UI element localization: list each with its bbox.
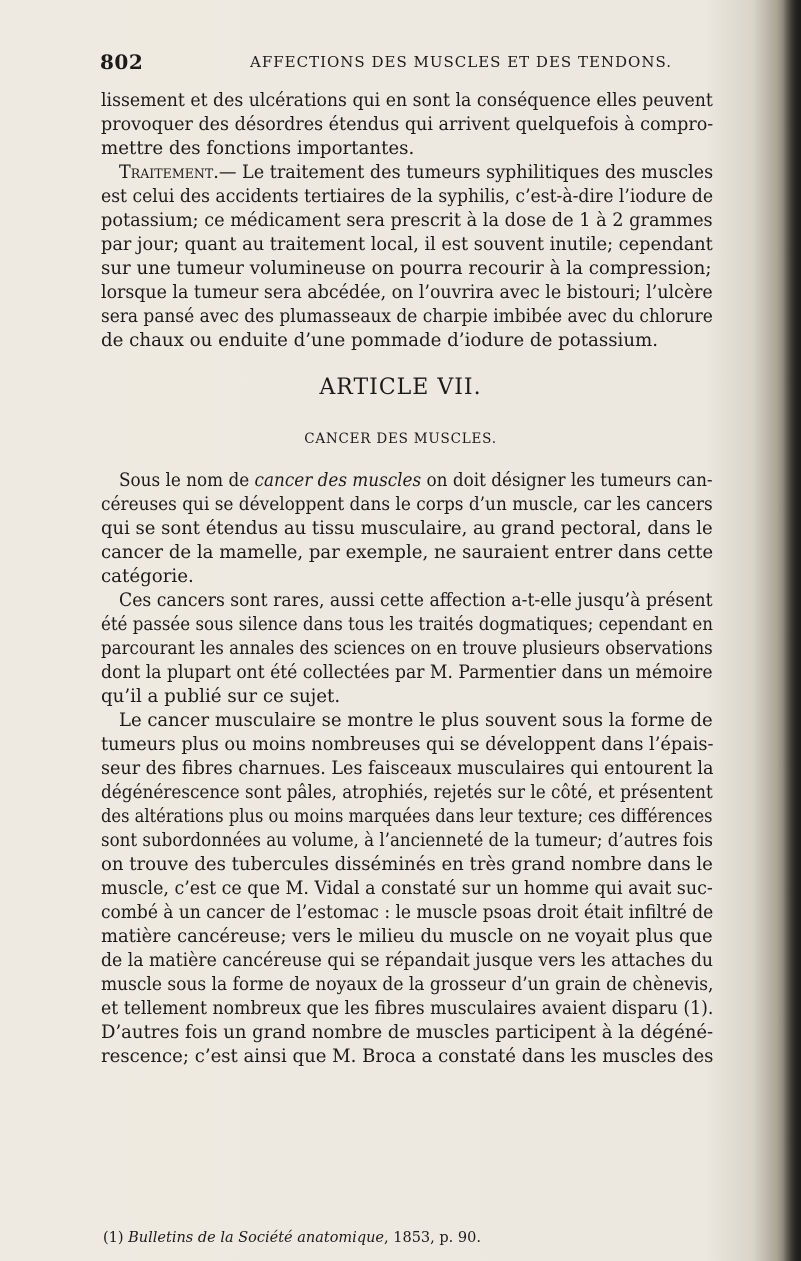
text-line: sera pansé avec des plumasseaux de charpie imbibée avec du chlorure <box>101 306 713 327</box>
text-line: combé à un cancer de l’estomac : le muscle psoas droit était infiltré de <box>101 902 714 923</box>
text-line: qui se sont étendus au tissu musculaire, au grand pectoral, dans le <box>101 518 713 539</box>
text-line: été passée sous silence dans tous les traités dogmatiques; cependant en <box>101 614 713 635</box>
text-line: de la matière cancéreuse qui se répandait jusque vers les attaches du <box>101 950 714 971</box>
text-line: parcourant les annales des sciences on en trouve plusieurs observations <box>101 638 713 659</box>
text-line: matière cancéreuse; vers le milieu du muscle on ne voyait plus que <box>101 926 713 947</box>
footnote-title: Bulletins de la Société anatomique <box>128 1230 385 1246</box>
footnote-marker: (1) <box>103 1230 129 1246</box>
text-fragment: — Le traitement des tumeurs syphilitiques des muscles <box>218 162 714 183</box>
text-line: mettre des fonctions importantes. <box>101 138 415 159</box>
italic-term: cancer des muscles <box>254 470 422 491</box>
text-line: on trouve des tubercules disséminés en très grand nombre dans le <box>101 854 713 875</box>
page-number: 802 <box>100 50 144 74</box>
text-line: sont subordonnées au volume, à l’ancienneté de la tumeur; d’autres fois <box>101 830 713 851</box>
text-line: cancer de la mamelle, par exemple, ne sauraient entrer dans cette <box>101 542 714 563</box>
text-line: dégénérescence sont pâles, atrophiés, rejetés sur le côté, et présentent <box>101 782 713 803</box>
text-line: seur des fibres charnues. Les faisceaux musculaires qui entourent la <box>101 758 714 779</box>
text-line: muscle sous la forme de noyaux de la grosseur d’un grain de chènevis, <box>101 974 714 995</box>
text-line: tumeurs plus ou moins nombreuses qui se développent dans l’épais- <box>101 734 714 755</box>
traitement-first-line <box>119 161 713 185</box>
text-line: catégorie. <box>101 566 194 587</box>
text-line: et tellement nombreux que les fibres musculaires avaient disparu (1). <box>101 998 714 1019</box>
text-line: muscle, c’est ce que M. Vidal a constaté sur un homme qui avait suc- <box>101 878 713 899</box>
text-line: lorsque la tumeur sera abcédée, on l’ouvrira avec le bistouri; l’ulcère <box>101 282 713 303</box>
text-line: Ces cancers sont rares, aussi cette affection a-t-elle jusqu’à présent <box>119 590 713 611</box>
text-fragment: Sous le nom de <box>119 470 255 491</box>
running-title: AFFECTIONS DES MUSCLES ET DES TENDONS. <box>250 53 672 71</box>
article-subheading: CANCER DES MUSCLES. <box>304 431 497 447</box>
text-line: dont la plupart ont été collectées par M. Parmentier dans un mémoire <box>101 662 713 683</box>
text-line: céreuses qui se développent dans le corps d’un muscle, car les cancers <box>101 494 713 515</box>
footnote <box>103 1230 481 1246</box>
paragraph-first-line <box>119 469 713 493</box>
text-line: provoquer des désordres étendus qui arrivent quelquefois à compro- <box>101 114 714 135</box>
text-line: des altérations plus ou moins marquées dans leur texture; ces différences <box>101 806 713 827</box>
text-line: Le cancer musculaire se montre le plus souvent sous la forme de <box>119 710 713 731</box>
text-line: sur une tumeur volumineuse on pourra recourir à la compression; <box>101 258 712 279</box>
text-line: est celui des accidents tertiaires de la syphilis, c’est-à-dire l’iodure de <box>101 186 714 207</box>
text-line: rescence; c’est ainsi que M. Broca a constaté dans les muscles des <box>101 1046 714 1067</box>
text-line: par jour; quant au traitement local, il est souvent inutile; cependant <box>101 234 713 255</box>
text-line: qu’il a publié sur ce sujet. <box>101 686 341 707</box>
page-edge-shadow <box>783 0 801 1261</box>
text-line: potassium; ce médicament sera prescrit à la dose de 1 à 2 grammes <box>101 210 713 231</box>
text-line: lissement et des ulcérations qui en sont la conséquence elles peuvent <box>101 90 713 111</box>
text-fragment: on doit désigner les tumeurs can- <box>421 470 713 491</box>
traitement-label: Traitement. <box>119 162 219 183</box>
article-heading: ARTICLE VII. <box>319 375 482 400</box>
footnote-reference: , 1853, p. 90. <box>384 1230 481 1246</box>
page-header <box>100 50 710 78</box>
text-line: de chaux ou enduite d’une pommade d’iodure de potassium. <box>101 330 659 351</box>
text-line: D’autres fois un grand nombre de muscles participent à la dégéné- <box>101 1022 714 1043</box>
